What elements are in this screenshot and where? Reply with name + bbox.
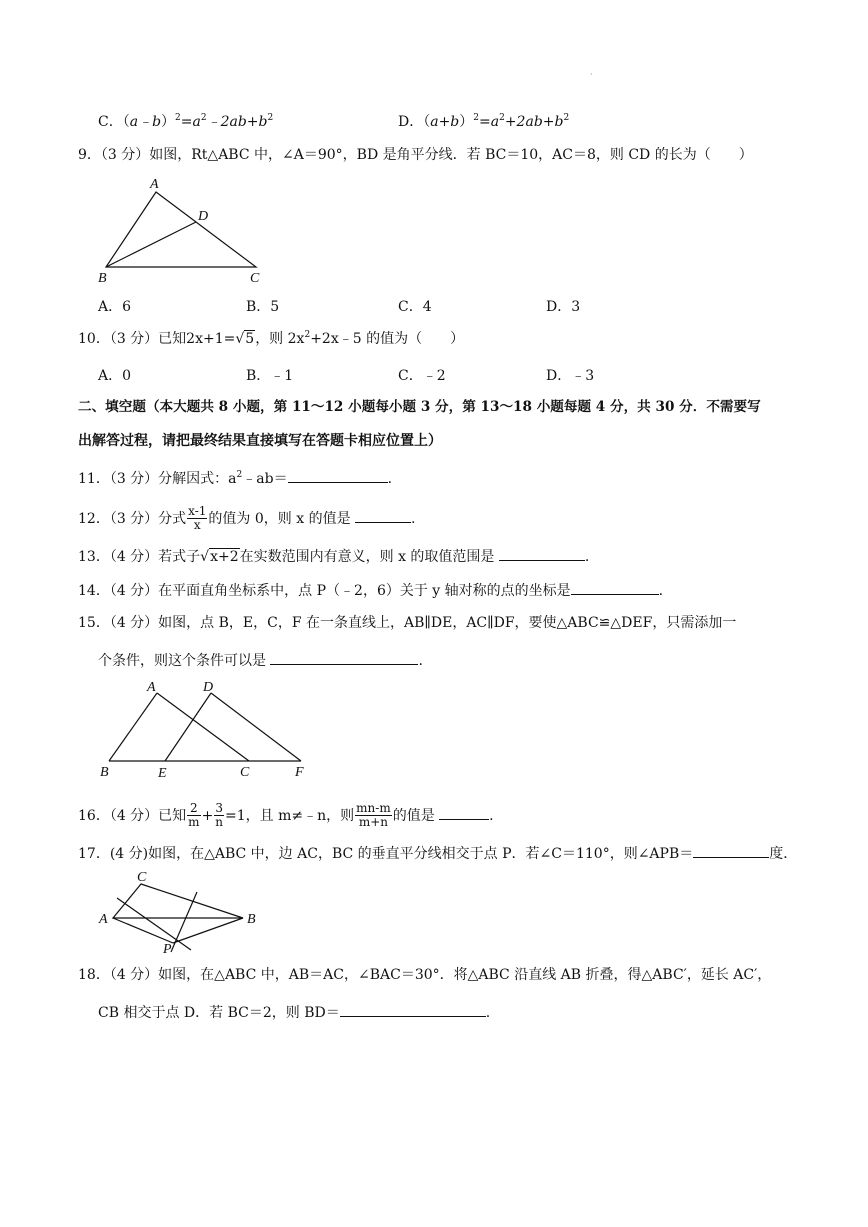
q14: 14．（4 分）在平面直角坐标系中，点 P（﹣2，6）关于 y 轴对称的点的坐标是 . <box>78 580 663 600</box>
q15-figure <box>95 676 320 786</box>
q16: 16．（4 分）已知 $\frac{2}{m}$ + $\frac{3}{n}$ =1，且 m≠﹣n，则 $\frac{mn-m}{m+n}$ 的值是 . <box>78 801 494 829</box>
q9-figure <box>90 172 280 287</box>
q10-stem: 10．（3 分）已知2x+1=√5，则 $2x^2+2x﹣5$ 的值为（ ） <box>78 330 465 347</box>
label-c: C <box>250 271 260 286</box>
label-b: B <box>247 912 256 927</box>
q9-option-a: A．6 <box>98 299 132 315</box>
q10-option-c: C．﹣2 <box>398 368 446 384</box>
label-c: C <box>137 870 147 885</box>
q16-answer-blank[interactable] <box>439 805 489 820</box>
triangle-abc <box>113 884 243 918</box>
q14-answer-blank[interactable] <box>571 580 659 595</box>
bisector-bd <box>106 222 196 267</box>
q12: 12．（3 分）分式 $\frac{x-1}{x}$ 的值为 0，则 x 的值是 . <box>78 504 416 532</box>
q18-line2: CB 相交于点 D．若 BC＝2，则 BD＝ . <box>98 1002 490 1022</box>
q8-option-d: D．$(a+b)^2=a^2+2ab+b^2$ <box>398 113 570 130</box>
segment-df <box>211 693 301 761</box>
q15-line1: 15．（4 分）如图，点 B，E，C，F 在一条直线上，AB∥DE，AC∥DF，要使△ABC≌△DEF，只需添加一 <box>78 615 737 631</box>
q17: 17．(4 分)如图，在△ABC 中，边 AC，BC 的垂直平分线相交于点 P．若∠C＝110°，则∠APB＝ 度． <box>78 843 797 863</box>
label-b: B <box>100 765 109 780</box>
label-p: P <box>163 942 172 957</box>
label-d: D <box>198 209 209 224</box>
section2-heading-line1: 二、填空题（本大题共 8 小题，第 11～12 小题每小题 3 分，第 13～18 小题每题 4 分，共 30 分．不需要写 <box>78 399 761 415</box>
q15-answer-blank[interactable] <box>270 650 418 665</box>
q15-line2: 个条件，则这个条件可以是 . <box>98 650 423 670</box>
q18-line1: 18．（4 分）如图，在△ABC 中，AB＝AC，∠BAC＝30°．将△ABC 沿直线 AB 折叠，得△ABC′，延长 AC′， <box>78 967 772 983</box>
label-a: A <box>147 680 156 695</box>
label-f: F <box>295 765 304 780</box>
q9-stem: 9．（3 分）如图，Rt△ABC 中，∠A＝90°，BD 是角平分线．若 BC＝10，AC＝8，则 CD 的长为（ ） <box>78 147 753 163</box>
section2-heading-line2: 出解答过程，请把最终结果直接填写在答题卡相应位置上） <box>78 433 442 449</box>
label-c: C <box>240 765 250 780</box>
label-d: D <box>203 680 214 695</box>
segment-ac <box>157 693 249 761</box>
q13: 13．（4 分）若式子√x+2在实数范围内有意义，则 x 的取值范围是 . <box>78 546 589 566</box>
q12-answer-blank[interactable] <box>355 508 411 523</box>
q13-answer-blank[interactable] <box>499 546 585 561</box>
q11: 11．（3 分）分解因式：$a^2﹣ab=$ . <box>78 470 393 487</box>
q17-answer-blank[interactable] <box>693 843 769 858</box>
q17-figure <box>95 868 270 958</box>
label-a: A <box>150 177 159 192</box>
segment-de <box>165 693 211 761</box>
q10-option-d: D．﹣3 <box>546 368 595 384</box>
q9-option-c: C．4 <box>398 299 432 315</box>
label-e: E <box>158 766 167 781</box>
page-dot: · <box>590 70 593 79</box>
q9-option-d: D．3 <box>546 299 581 315</box>
q10-option-a: A．0 <box>98 368 132 384</box>
q8-option-c: C．$(a﹣b)^2=a^2﹣2ab+b^2$ <box>98 113 274 130</box>
label-b: B <box>98 271 107 286</box>
q11-answer-blank[interactable] <box>288 468 388 483</box>
q10-option-b: B．﹣1 <box>246 368 294 384</box>
q18-answer-blank[interactable] <box>340 1002 486 1017</box>
q9-option-b: B．5 <box>246 299 280 315</box>
segment-ab <box>109 693 157 761</box>
perp-bisector-bc <box>171 892 197 952</box>
label-a: A <box>99 912 108 927</box>
